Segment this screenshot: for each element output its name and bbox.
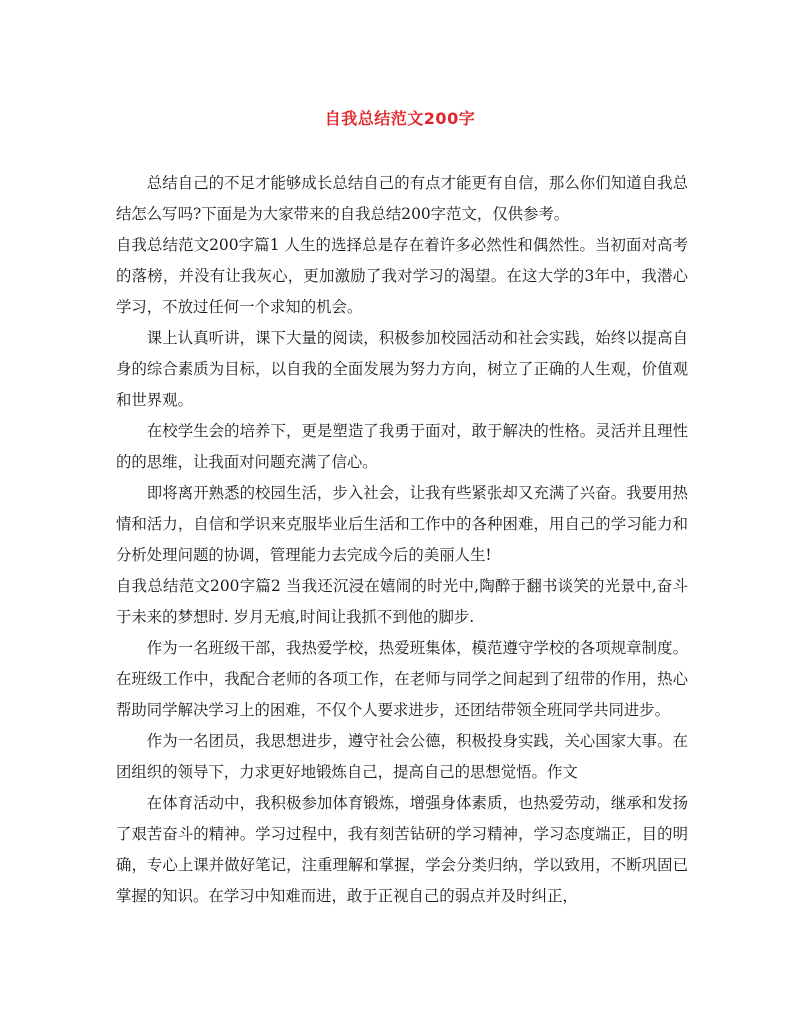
paragraph-text: 总结自己的不足才能够成长总结自己的有点才能更有自信，那么你们知道自我总结怎么写吗?下面是为大家带来的自我总结200字范文，仅供参考。 <box>116 174 688 223</box>
paragraph-text: 在校学生会的培养下，更是塑造了我勇于面对，敢于解决的性格。灵活并且理性的的思维，让我面对问题充满了信心。 <box>116 422 688 471</box>
body-paragraph <box>116 478 688 571</box>
body-paragraph <box>116 416 688 478</box>
paragraph-text: 作为一名团员，我思想进步，遵守社会公德，积极投身实践，关心国家大事。在团组织的领导下，力求更好地锻炼自己，提高自己的思想觉悟。作文 <box>116 732 688 781</box>
paragraph-text: 课上认真听讲，课下大量的阅读，积极参加校园活动和社会实践，始终以提高自身的综合素质为目标，以自我的全面发展为努力方向，树立了正确的人生观，价值观和世界观。 <box>116 329 688 409</box>
body-paragraph <box>116 788 688 912</box>
document-title: 自我总结范文200字 <box>324 109 476 128</box>
intro-paragraph <box>116 168 688 230</box>
section-heading: 自我总结范文200字篇2 <box>116 577 281 595</box>
section-1-paragraph <box>116 230 688 323</box>
paragraph-text: 人生的选择总是存在着许多必然性和偶然性。当初面对高考的落榜，并没有让我灰心，更加激励了我对学习的渴望。在这大学的3年中，我潜心学习，不放过任何一个求知的机会。 <box>116 236 688 316</box>
section-2-paragraph <box>116 571 688 633</box>
section-heading: 自我总结范文200字篇1 <box>116 236 280 254</box>
paragraph-text: 作为一名班级干部，我热爱学校，热爱班集体，模范遵守学校的各项规章制度。在班级工作中，我配合老师的各项工作，在老师与同学之间起到了纽带的作用，热心帮助同学解决学习上的困难，不仅个人要求进步，还团结带领全班同学共同进步。 <box>116 639 688 719</box>
paragraph-text: 在体育活动中，我积极参加体育锻炼，增强身体素质，也热爱劳动，继承和发扬了艰苦奋斗的精神。学习过程中，我有刻苦钻研的学习精神，学习态度端正，目的明确，专心上课并做好笔记，注重理解和掌握，学会分类归纳，学以致用，不断巩固已掌握的知识。在学习中知难而进，敢于正视自己的弱点并及时纠正， <box>116 794 688 905</box>
paragraph-text: 即将离开熟悉的校园生活，步入社会，让我有些紧张却又充满了兴奋。我要用热情和活力，自信和学识来克服毕业后生活和工作中的各种困难，用自己的学习能力和分析处理问题的协调，管理能力去完成今后的美丽人生! <box>116 484 688 564</box>
document-body <box>116 168 688 912</box>
body-paragraph <box>116 323 688 416</box>
body-paragraph <box>116 633 688 726</box>
paragraph-text: 当我还沉浸在嬉闹的时光中,陶醉于翻书谈笑的光景中,奋斗于未来的梦想时. 岁月无痕,时间让我抓不到他的脚步. <box>116 577 688 626</box>
body-paragraph <box>116 726 688 788</box>
